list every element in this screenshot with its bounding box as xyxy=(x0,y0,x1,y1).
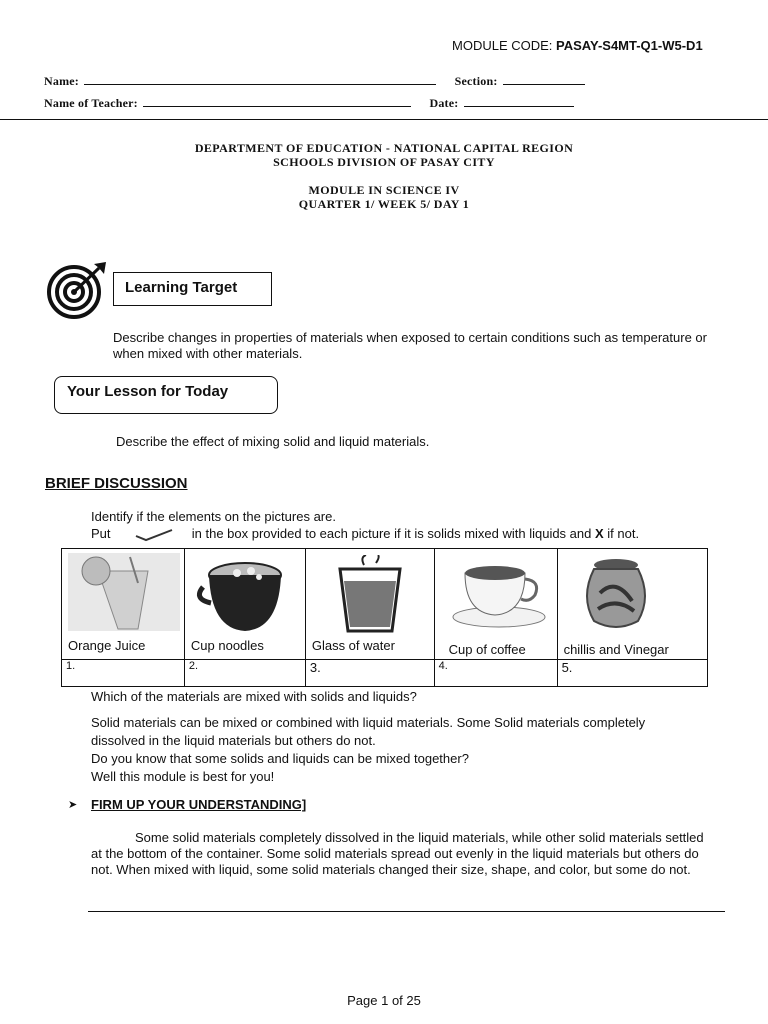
cup-of-coffee-icon xyxy=(449,563,549,629)
pictures-table xyxy=(61,548,708,687)
cup-noodles-icon xyxy=(193,559,293,635)
instruction-1: Identify if the elements on the pictures are. xyxy=(91,509,336,524)
picture-label-5: chillis and Vinegar xyxy=(563,642,669,657)
module-code-value: PASAY-S4MT-Q1-W5-D1 xyxy=(556,38,703,53)
picture-cell-1 xyxy=(62,549,185,660)
chillis-vinegar-icon xyxy=(576,557,656,631)
section-label: Section: xyxy=(454,74,498,88)
lesson-label: Your Lesson for Today xyxy=(67,383,229,400)
picture-label-2: Cup noodles xyxy=(190,638,264,653)
firm-up-heading: FIRM UP YOUR UNDERSTANDING] xyxy=(91,797,307,812)
title-line-4: QUARTER 1/ WEEK 5/ DAY 1 xyxy=(298,197,470,211)
target-icon xyxy=(44,260,108,320)
name-label: Name: xyxy=(44,74,79,88)
picture-label-3: Glass of water xyxy=(311,638,395,653)
picture-label-1: Orange Juice xyxy=(68,638,146,653)
page-number: Page 1 of 25 xyxy=(347,993,421,1008)
picture-cell-5 xyxy=(557,549,707,660)
learning-target-text: Describe changes in properties of materials when exposed to certain conditions such as temperature or when mixed with other materials. xyxy=(113,330,707,361)
body-paragraph-3: Well this module is best for you! xyxy=(91,769,275,784)
firm-up-text: Some solid materials completely dissolved in the liquid materials, while other solid materials settled at the bottom of the container. Some solid materials spread out evenly in the liquid materials but others do not. When mixed with liquid, some solid materials changed their size, shape, and color, but some do not. xyxy=(91,830,704,877)
teacher-row xyxy=(44,96,574,111)
answer-box-4[interactable]: 4. xyxy=(434,660,557,687)
header-divider xyxy=(0,119,768,120)
lesson-text: Describe the effect of mixing solid and liquid materials. xyxy=(116,434,430,449)
picture-label-4: Cup of coffee xyxy=(448,642,526,657)
teacher-label: Name of Teacher: xyxy=(44,96,138,110)
answer-box-2[interactable]: 2. xyxy=(184,660,305,687)
learning-target-label: Learning Target xyxy=(125,279,238,296)
question-text: Which of the materials are mixed with solids and liquids? xyxy=(91,689,417,704)
section-blank[interactable] xyxy=(503,74,585,85)
answer-box-3[interactable]: 3. xyxy=(305,660,434,687)
title-line-2: SCHOOLS DIVISION OF PASAY CITY xyxy=(273,155,495,169)
body-paragraph-2: Do you know that some solids and liquids can be mixed together? xyxy=(91,751,469,766)
lesson-box xyxy=(54,376,278,414)
teacher-blank[interactable] xyxy=(143,96,411,107)
date-label: Date: xyxy=(429,96,459,110)
title-line-3: MODULE IN SCIENCE IV xyxy=(308,183,460,197)
content-divider xyxy=(88,911,725,912)
module-code: MODULE CODE: PASAY-S4MT-Q1-W5-D1 xyxy=(452,38,703,53)
checkmark-icon xyxy=(134,528,174,542)
body-paragraph-1: Solid materials can be mixed or combined with liquid materials. Some Solid materials completely dissolved in the liquid materials but others do not. xyxy=(91,715,646,748)
instruction-2: Put in the box provided to each picture if it is solids mixed with liquids and X if not. xyxy=(91,526,640,541)
name-blank[interactable] xyxy=(84,74,436,85)
picture-cell-3 xyxy=(305,549,434,660)
brief-discussion-heading: BRIEF DISCUSSION xyxy=(45,475,188,492)
glass-of-water-icon xyxy=(330,555,410,633)
answer-box-1[interactable]: 1. xyxy=(62,660,185,687)
date-blank[interactable] xyxy=(464,96,574,107)
picture-cell-4 xyxy=(434,549,557,660)
orange-juice-icon xyxy=(68,553,180,631)
picture-cell-2 xyxy=(184,549,305,660)
answer-box-5[interactable]: 5. xyxy=(557,660,707,687)
learning-target-box xyxy=(113,272,272,306)
name-row xyxy=(44,74,585,89)
bullet-arrow-icon: ➤ xyxy=(68,799,78,811)
title-line-1: DEPARTMENT OF EDUCATION - NATIONAL CAPITAL REGION xyxy=(194,141,574,155)
